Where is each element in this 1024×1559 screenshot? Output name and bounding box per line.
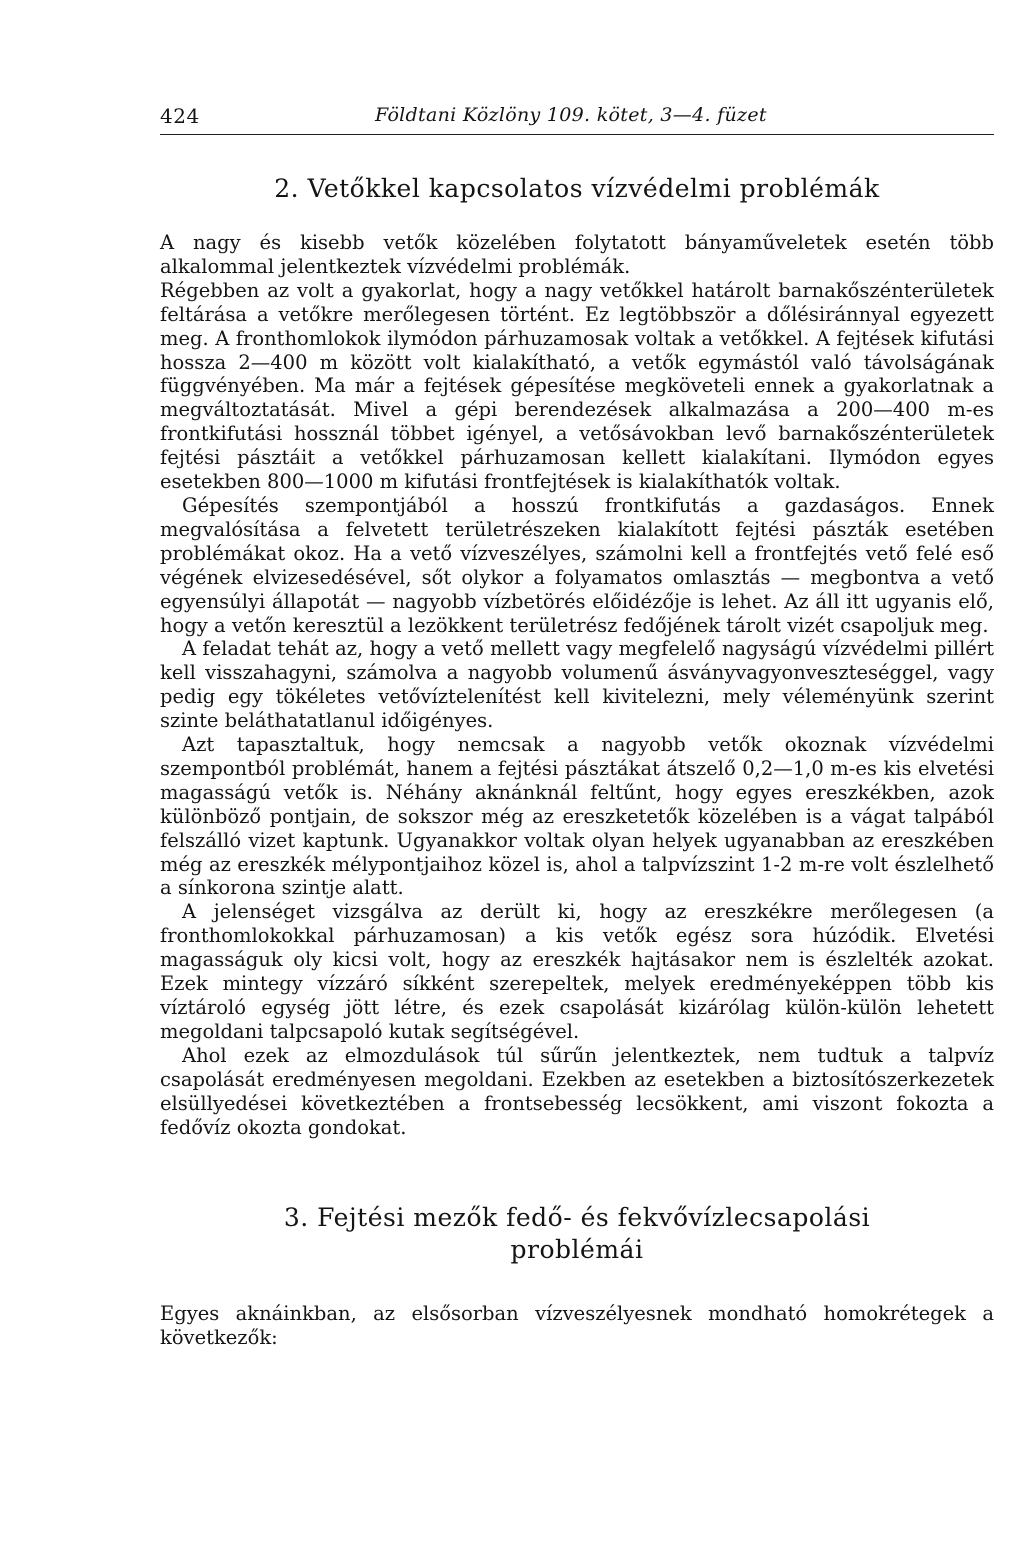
journal-title: Földtani Közlöny 109. kötet, 3—4. füzet bbox=[375, 104, 767, 126]
paragraph-7: Ahol ezek az elmozdulások túl sűrűn jelentkeztek, nem tudtuk a talpvíz csapolását eredményesen megoldani. Ezekben az esetekben a biztosítószerkezetek elsüllyedései következtében a frontsebesség lecsökkent, ami viszont fokozta a fedővíz okozta gondokat. bbox=[160, 1043, 994, 1139]
section-heading-3-line-2: problémái bbox=[510, 1235, 644, 1265]
paragraph-1: A nagy és kisebb vetők közelében folytatott bányaműveletek esetén több alkalommal jelentkeztek vízvédelmi problémák. bbox=[160, 231, 994, 278]
section-heading-3 bbox=[160, 1202, 994, 1266]
paragraph-5: Azt tapasztaltuk, hogy nemcsak a nagyobb vetők okoznak vízvédelmi szempontból problémát, hanem a fejtési pásztákat átszelő 0,2—1,0 m-es kis elvetési magasságú vetők is. Néhány aknánknál feltűnt, hogy egyes ereszkékben, azok különböző pontjain, de sokszor még az ereszketetők közelében is a vágat talpából felszálló vizet kaptunk. Ugyanakkor voltak olyan helyek ugyanabban az ereszkében még az ereszkék mélypontjaihoz közel is, ahol a talpvízszint 1-2 m-re volt észlelhető a sínkorona szintje alatt. bbox=[160, 733, 994, 900]
paragraph-8: Egyes aknáinkban, az elsősorban vízveszélyesnek mondható homokrétegek a következők: bbox=[160, 1302, 994, 1350]
paragraph-4: A feladat tehát az, hogy a vető mellett vagy megfelelő nagyságú vízvédelmi pillért kell visszahagyni, számolva a nagyobb volumenű ásványvagyonveszteséggel, vagy pedig egy tökéletes vetővíztelenítést kell kivitelezni, mely véleményünk szerint szinte beláthatatlanul időigényes. bbox=[160, 637, 994, 733]
running-header bbox=[160, 100, 994, 135]
page bbox=[160, 100, 994, 1350]
paragraph-3: Gépesítés szempontjából a hosszú frontkifutás a gazdaságos. Ennek megvalósítása a felvetett területrészeken kialakított fejtési pászták esetében problémákat okoz. Ha a vető vízveszélyes, számolni kell a frontfejtés vető felé eső végének elvizesedésével, sőt olykor a folyamatos omlasztás — megbontva a vető egyensúlyi állapotát — nagyobb vízbetörés előidézője is lehet. Az áll itt ugyanis elő, hogy a vetőn keresztül a lezökkent területrész fedőjének tárolt vizét csapoljuk meg. bbox=[160, 493, 994, 637]
paragraph-2: Régebben az volt a gyakorlat, hogy a nagy vetőkkel határolt barnakőszénterületek feltárása a vetőkre merőlegesen történt. Ez legtöbbször a dőlésiránnyal egyezett meg. A fronthomlokok ilymódon párhuzamosak voltak a vetőkkel. A fejtések kifutási hossza 2—400 m között volt kialakítható, a vetők egymástól való távolságának függvényében. Ma már a fejtések gépesítése megköveteli ennek a gyakorlatnak a megváltoztatását. Mivel a gépi berendezések alkalmazása a 200—400 m-es frontkifutási hossznál többet igényel, a vetősávokban levő barnakőszénterületek fejtési pásztáit a vetőkkel párhuzamosan kellett kialakítani. Ilymódon egyes esetekben 800—1000 m kifutási frontfejtések is kialakíthatók voltak. bbox=[160, 278, 994, 494]
section-heading-3-line-1: 3. Fejtési mezők fedő- és fekvővízlecsapolási bbox=[283, 1203, 871, 1233]
page-number: 424 bbox=[160, 104, 200, 128]
paragraph-6: A jelenséget vizsgálva az derült ki, hogy az ereszkékre merőlegesen (a fronthomlokokkal párhuzamosan) a kis vetők egész sora húzódik. Elvetési magasságuk oly kicsi volt, hogy az ereszkék hajtásakor nem is észlelték azokat. Ezek mintegy vízzáró síkként szerepeltek, melyek eredményeképpen több kis víztároló egység jött létre, és ezek csapolását kizárólag külön-külön lehetett megoldani talpcsapoló kutak segítségével. bbox=[160, 900, 994, 1043]
section-heading-2: 2. Vetőkkel kapcsolatos vízvédelmi problémák bbox=[274, 174, 880, 203]
